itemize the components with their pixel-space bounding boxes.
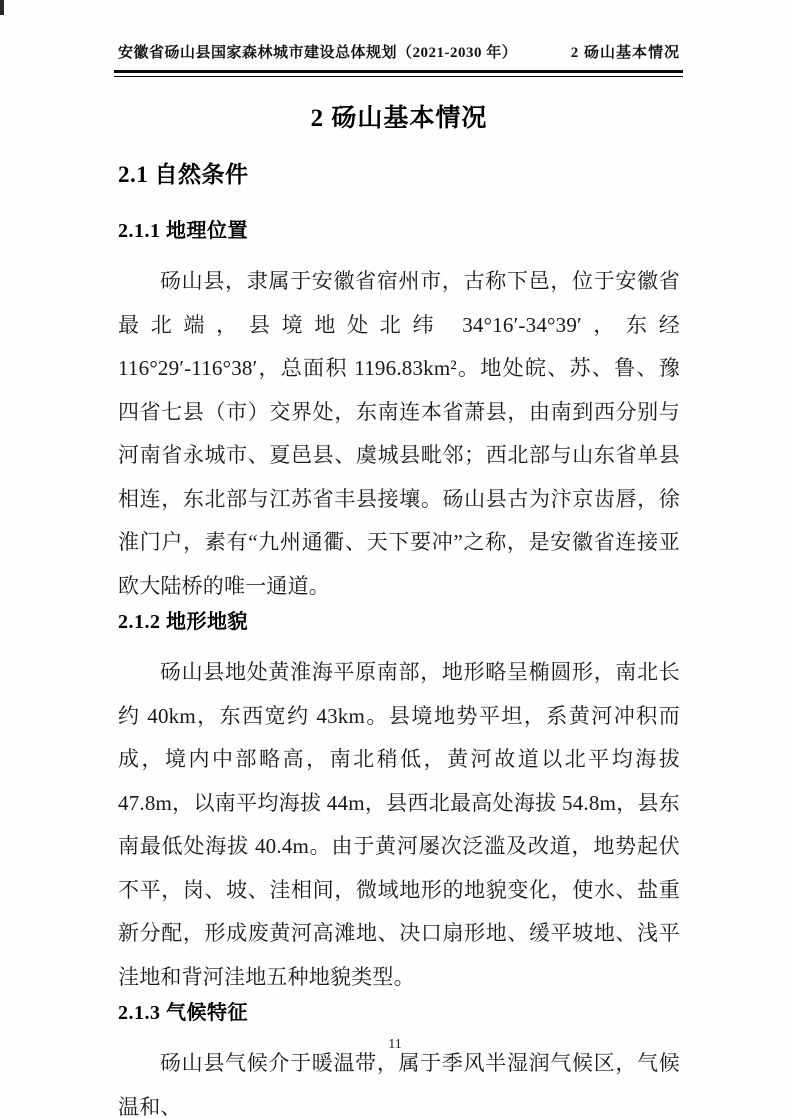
- subsection-heading-2-1-2: 2.1.2 地形地貌: [118, 611, 248, 633]
- running-header-document-title: 安徽省砀山县国家森林城市建设总体规划（2021-2030 年）: [118, 45, 518, 61]
- body-paragraph-terrain-landform: 砀山县地处黄淮海平原南部，地形略呈椭圆形，南北长约 40km，东西宽约 43km。县境地势平坦，系黄河冲积而成，境内中部略高，南北稍低，黄河故道以北平均海拔 47.8m，以南平均海拔 44m，县西北最高处海拔 54.8m，县东南最低处海拔 40.4m。由于黄河屡次泛滥及改道，地势起伏不平，岗、坡、洼相间，微域地形的地貌变化，使水、盐重新分配，形成废黄河高滩地、决口扇形地、缓平坡地、浅平洼地和背河洼地五种地貌类型。: [118, 660, 680, 989]
- scan-artifact-mark: [0, 0, 4, 15]
- running-header-chapter-label: 2 砀山基本情况: [570, 45, 680, 61]
- chapter-title: 2 砀山基本情况: [310, 105, 488, 132]
- subsection-heading-2-1-3: 2.1.3 气候特征: [118, 1002, 248, 1024]
- header-rule: [114, 70, 683, 77]
- body-paragraph-geographic-location: 砀山县，隶属于安徽省宿州市，古称下邑，位于安徽省最北端，县境地处北纬 34°16′-34°39′，东经 116°29′-116°38′，总面积 1196.83km²。地处皖、苏、鲁、豫四省七县（市）交界处，东南连本省萧县，由南到西分别与河南省永城市、夏邑县、虞城县毗邻；西北部与山东省单县相连，东北部与江苏省丰县接壤。砀山县古为汴京齿唇，徐淮门户，素有“九州通衢、天下要冲”之称，是安徽省连接亚欧大陆桥的唯一通道。: [118, 269, 680, 598]
- page-number: 11: [388, 1037, 402, 1052]
- running-header: [118, 44, 680, 63]
- page-footer: [0, 1036, 790, 1054]
- page-content: [118, 102, 680, 1118]
- body-paragraph-climate-features: 砀山县气候介于暖温带，属于季风半湿润气候区，气候温和、: [118, 1051, 680, 1118]
- subsection-heading-2-1-1: 2.1.1 地理位置: [118, 220, 248, 242]
- section-heading-2-1: 2.1 自然条件: [118, 162, 249, 187]
